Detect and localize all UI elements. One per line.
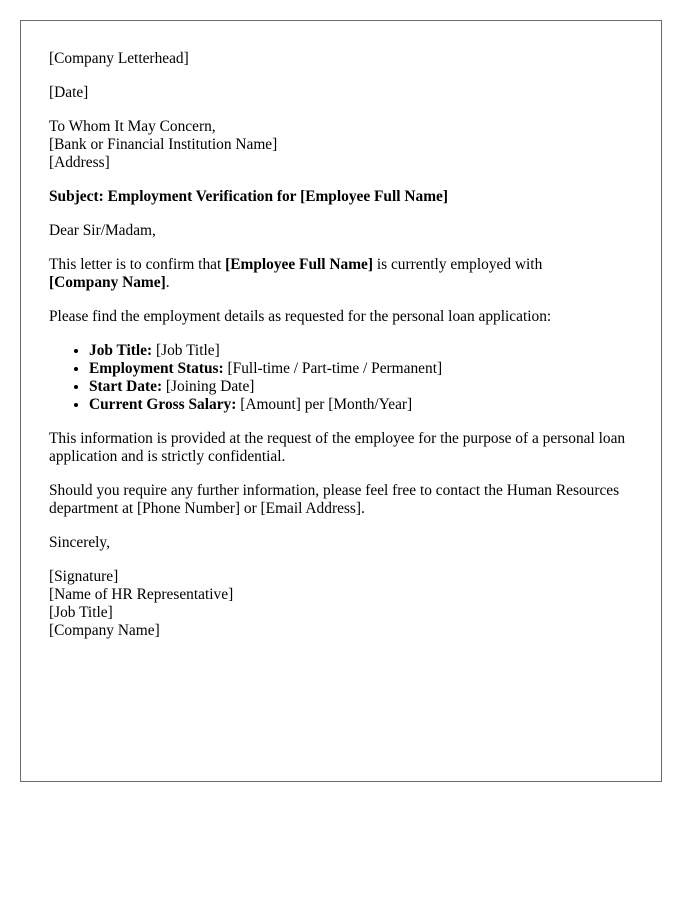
contact-paragraph: Should you require any further information, please feel free to contact the Human Resources department at [Phone Number] or [Email Address]. [49, 482, 620, 517]
detail-value: [Job Title] [152, 342, 220, 359]
recipient-institution: [Bank or Financial Institution Name] [49, 136, 278, 153]
letter-date: [Date] [49, 84, 89, 101]
detail-label: Start Date: [89, 378, 163, 395]
detail-item-employment-status [89, 360, 633, 378]
signatory-job-title: [Job Title] [49, 604, 113, 621]
confidentiality-paragraph: This information is provided at the request of the employee for the purpose of a personal loan application and is strictly confidential. [49, 430, 626, 465]
detail-value: [Amount] per [Month/Year] [236, 396, 413, 413]
detail-label: Current Gross Salary: [89, 396, 237, 413]
letter-page [20, 20, 662, 782]
employment-details-list [49, 342, 633, 414]
recipient-address: [Address] [49, 154, 110, 171]
detail-label: Employment Status: [89, 360, 224, 377]
confirmation-suffix: . [165, 274, 170, 291]
details-intro: Please find the employment details as requested for the personal loan application: [49, 308, 552, 325]
subject-line [49, 188, 633, 206]
greeting: Dear Sir/Madam, [49, 222, 156, 239]
recipient-block [49, 118, 633, 172]
company-name-placeholder: [Company Name] [49, 274, 166, 291]
signature-placeholder: [Signature] [49, 568, 119, 585]
detail-value: [Full-time / Part-time / Permanent] [223, 360, 443, 377]
detail-value: [Joining Date] [162, 378, 255, 395]
signature-block [49, 568, 633, 640]
hr-representative-name: [Name of HR Representative] [49, 586, 234, 603]
employee-name-placeholder: [Employee Full Name] [225, 256, 374, 273]
confirmation-prefix: This letter is to confirm that [49, 256, 226, 273]
closing: Sincerely, [49, 534, 110, 551]
recipient-salutation-line: To Whom It May Concern, [49, 118, 216, 135]
confirmation-middle: is currently employed with [373, 256, 543, 273]
detail-label: Job Title: [89, 342, 153, 359]
company-letterhead: [Company Letterhead] [49, 50, 189, 67]
subject-text: Subject: Employment Verification for [Employee Full Name] [49, 188, 448, 205]
detail-item-start-date [89, 378, 633, 396]
signatory-company-name: [Company Name] [49, 622, 160, 639]
detail-item-gross-salary [89, 396, 633, 414]
detail-item-job-title [89, 342, 633, 360]
confirmation-paragraph [49, 256, 633, 292]
